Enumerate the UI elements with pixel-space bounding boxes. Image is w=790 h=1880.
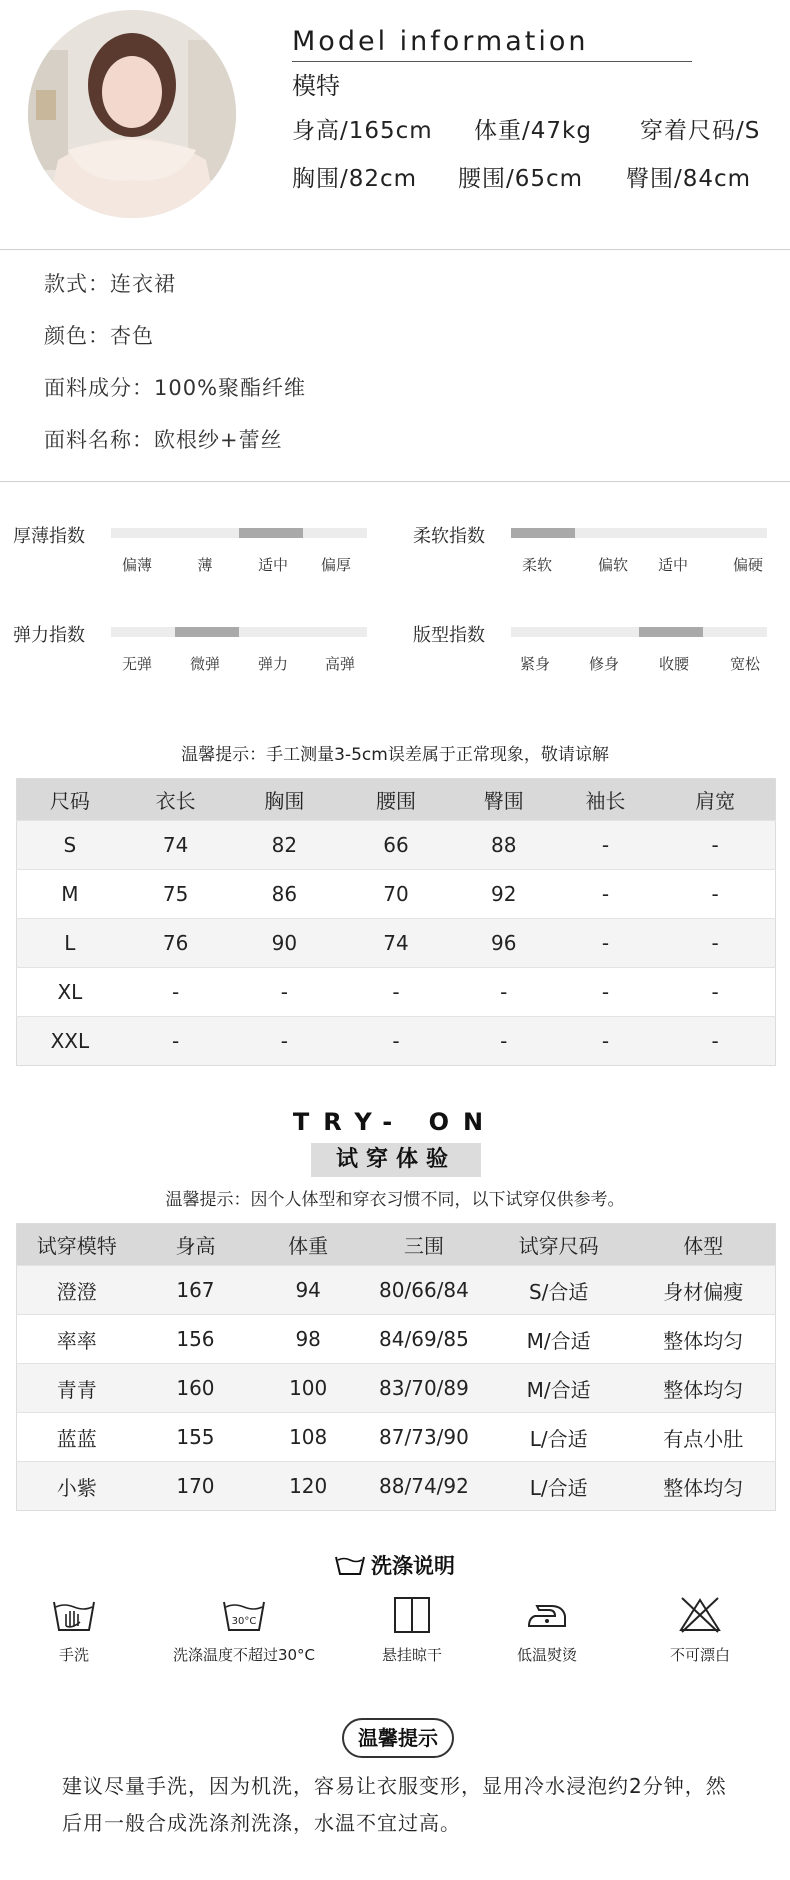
index-option: 适中 [657, 556, 688, 574]
index-bar-fill [175, 627, 239, 637]
table-cell: - [655, 968, 775, 1017]
index-option: 无弹 [121, 655, 152, 673]
table-header-cell: 试穿模特 [17, 1224, 137, 1266]
table-cell: 108 [254, 1413, 362, 1462]
table-cell: 170 [137, 1462, 255, 1511]
wash-basin-icon [335, 1554, 365, 1576]
wash-item-hang-dry [362, 1596, 462, 1665]
table-cell: 74 [340, 919, 452, 968]
table-row [17, 1017, 776, 1066]
table-cell: - [228, 1017, 340, 1066]
table-cell: 94 [254, 1266, 362, 1315]
hand-wash-icon [52, 1596, 96, 1634]
model-weight: 体重/47kg [474, 118, 592, 144]
tryon-title-cn: 试穿体验 [311, 1143, 481, 1177]
table-cell: 156 [137, 1315, 255, 1364]
index-option: 柔软 [521, 556, 552, 574]
table-cell: L [17, 919, 123, 968]
table-row [17, 1413, 776, 1462]
wash-item-label: 洗涤温度不超过30°C [172, 1646, 316, 1664]
wash-30-icon [222, 1596, 266, 1634]
table-cell: 92 [452, 870, 556, 919]
table-header-cell: 腰围 [340, 779, 452, 821]
table-cell: 100 [254, 1364, 362, 1413]
table-header-cell: 袖长 [556, 779, 656, 821]
table-row [17, 870, 776, 919]
table-cell: 76 [123, 919, 229, 968]
size-table [16, 778, 776, 1066]
table-cell: 小紫 [17, 1462, 137, 1511]
table-row [17, 968, 776, 1017]
wash-item-label: 不可漂白 [669, 1646, 730, 1664]
table-cell: 155 [137, 1413, 255, 1462]
index-bar-fill [239, 528, 303, 538]
table-cell: - [452, 1017, 556, 1066]
wash-title [0, 1550, 790, 1580]
softness-index-bar [511, 528, 767, 538]
table-cell: 身材偏瘦 [631, 1266, 775, 1315]
table-cell: - [452, 968, 556, 1017]
table-header-cell: 身高 [137, 1224, 255, 1266]
index-option: 紧身 [519, 655, 550, 673]
model-title-divider [292, 61, 692, 62]
table-cell: M/合适 [486, 1315, 632, 1364]
table-cell: 澄澄 [17, 1266, 137, 1315]
table-cell: - [556, 821, 656, 870]
table-row [17, 1462, 776, 1511]
table-cell: 有点小肚 [631, 1413, 775, 1462]
attr-color: 颜色：杏色 [44, 324, 154, 348]
elasticity-index-label: 弹力指数 [13, 625, 85, 646]
table-header-cell: 体型 [631, 1224, 775, 1266]
table-cell: 整体均匀 [631, 1364, 775, 1413]
table-cell: 75 [123, 870, 229, 919]
index-option: 适中 [257, 556, 288, 574]
index-option: 偏硬 [732, 556, 763, 574]
table-cell: 87/73/90 [362, 1413, 486, 1462]
table-cell: 88/74/92 [362, 1462, 486, 1511]
table-row [17, 1266, 776, 1315]
table-cell: M/合适 [486, 1364, 632, 1413]
tryon-table [16, 1223, 776, 1511]
table-cell: 83/70/89 [362, 1364, 486, 1413]
table-cell: - [340, 1017, 452, 1066]
table-cell: - [655, 870, 775, 919]
table-cell: S [17, 821, 123, 870]
section-divider [0, 481, 790, 482]
table-row [17, 821, 776, 870]
size-table-header [17, 779, 776, 821]
table-cell: 98 [254, 1315, 362, 1364]
table-cell: 整体均匀 [631, 1462, 775, 1511]
table-cell: 青青 [17, 1364, 137, 1413]
hang-dry-icon [390, 1596, 434, 1634]
table-cell: - [556, 919, 656, 968]
wash-item-label: 低温熨烫 [516, 1646, 577, 1664]
table-cell: 160 [137, 1364, 255, 1413]
elasticity-index-bar [111, 627, 367, 637]
index-option: 偏厚 [320, 556, 351, 574]
table-cell: - [655, 919, 775, 968]
index-bar-fill [639, 627, 703, 637]
table-cell: 率率 [17, 1315, 137, 1364]
index-option: 修身 [588, 655, 619, 673]
tips-title: 温馨提示 [342, 1718, 454, 1758]
model-title-cn: 模特 [292, 72, 340, 100]
table-cell: L/合适 [486, 1462, 632, 1511]
wash-temp-text: 30°C [231, 1616, 257, 1627]
index-option: 高弹 [324, 655, 355, 673]
table-cell: 蓝蓝 [17, 1413, 137, 1462]
table-cell: - [556, 968, 656, 1017]
wash-item-wash-30 [164, 1596, 324, 1665]
table-cell: S/合适 [486, 1266, 632, 1315]
tryon-title-en: TRY- ON [292, 1108, 498, 1136]
low-iron-icon [525, 1596, 569, 1634]
table-cell: XL [17, 968, 123, 1017]
softness-index-label: 柔软指数 [413, 526, 485, 547]
model-hip: 臀围/84cm [626, 166, 752, 192]
table-row [17, 1364, 776, 1413]
table-cell: 96 [452, 919, 556, 968]
model-height: 身高/165cm [292, 118, 433, 144]
wash-item-no-bleach [650, 1596, 750, 1665]
wash-item-label: 手洗 [58, 1646, 89, 1664]
table-row [17, 1315, 776, 1364]
table-cell: 86 [228, 870, 340, 919]
attr-fabric: 面料名称：欧根纱+蕾丝 [44, 428, 283, 452]
table-cell: L/合适 [486, 1413, 632, 1462]
table-cell: 82 [228, 821, 340, 870]
table-cell: - [655, 821, 775, 870]
section-divider [0, 249, 790, 250]
thickness-index-bar [111, 528, 367, 538]
index-option: 薄 [197, 556, 213, 574]
table-row [17, 919, 776, 968]
size-table-notice: 温馨提示：手工测量3-5cm误差属于正常现象，敬请谅解 [181, 745, 609, 765]
model-size: 穿着尺码/S [640, 118, 761, 144]
tips-text: 建议尽量手洗，因为机洗，容易让衣服变形，显用冷水浸泡约2分钟，然后用一般合成洗涤剂洗涤，水温不宜过高。 [62, 1774, 727, 1835]
tryon-table-header [17, 1224, 776, 1266]
table-cell: 167 [137, 1266, 255, 1315]
table-cell: - [340, 968, 452, 1017]
table-cell: - [123, 1017, 229, 1066]
index-option: 微弹 [189, 655, 220, 673]
model-waist: 腰围/65cm [458, 166, 584, 192]
table-cell: - [556, 870, 656, 919]
fit-index-label: 版型指数 [413, 625, 485, 646]
index-option: 收腰 [658, 655, 689, 673]
table-header-cell: 肩宽 [655, 779, 775, 821]
attr-composition: 面料成分：100%聚酯纤维 [44, 376, 307, 400]
table-cell: - [655, 1017, 775, 1066]
table-header-cell: 体重 [254, 1224, 362, 1266]
wash-item-hand-wash [24, 1596, 124, 1665]
table-cell: 90 [228, 919, 340, 968]
tryon-notice: 温馨提示：因个人体型和穿衣习惯不同，以下试穿仅供参考。 [165, 1190, 625, 1210]
table-cell: 66 [340, 821, 452, 870]
index-option: 宽松 [729, 655, 760, 673]
table-cell: - [556, 1017, 656, 1066]
table-header-cell: 衣长 [123, 779, 229, 821]
wash-item-label: 悬挂晾干 [381, 1646, 442, 1664]
index-option: 偏软 [597, 556, 628, 574]
table-cell: 74 [123, 821, 229, 870]
table-cell: M [17, 870, 123, 919]
table-header-cell: 臀围 [452, 779, 556, 821]
table-cell: 70 [340, 870, 452, 919]
table-cell: 整体均匀 [631, 1315, 775, 1364]
model-title-en: Model information [292, 26, 589, 57]
table-header-cell: 试穿尺码 [486, 1224, 632, 1266]
attr-style: 款式：连衣裙 [44, 272, 176, 296]
table-cell: XXL [17, 1017, 123, 1066]
model-bust: 胸围/82cm [292, 166, 418, 192]
table-cell: 80/66/84 [362, 1266, 486, 1315]
wash-title-text: 洗涤说明 [371, 1554, 455, 1578]
model-photo [28, 10, 236, 218]
index-bar-fill [511, 528, 575, 538]
table-cell: - [228, 968, 340, 1017]
table-header-cell: 三围 [362, 1224, 486, 1266]
table-cell: 120 [254, 1462, 362, 1511]
table-cell: 88 [452, 821, 556, 870]
wash-item-low-iron [497, 1596, 597, 1665]
index-option: 偏薄 [121, 556, 152, 574]
fit-index-bar [511, 627, 767, 637]
thickness-index-label: 厚薄指数 [13, 526, 85, 547]
table-header-cell: 尺码 [17, 779, 123, 821]
table-cell: - [123, 968, 229, 1017]
table-header-cell: 胸围 [228, 779, 340, 821]
index-option: 弹力 [257, 655, 288, 673]
no-bleach-icon [678, 1596, 722, 1634]
table-cell: 84/69/85 [362, 1315, 486, 1364]
